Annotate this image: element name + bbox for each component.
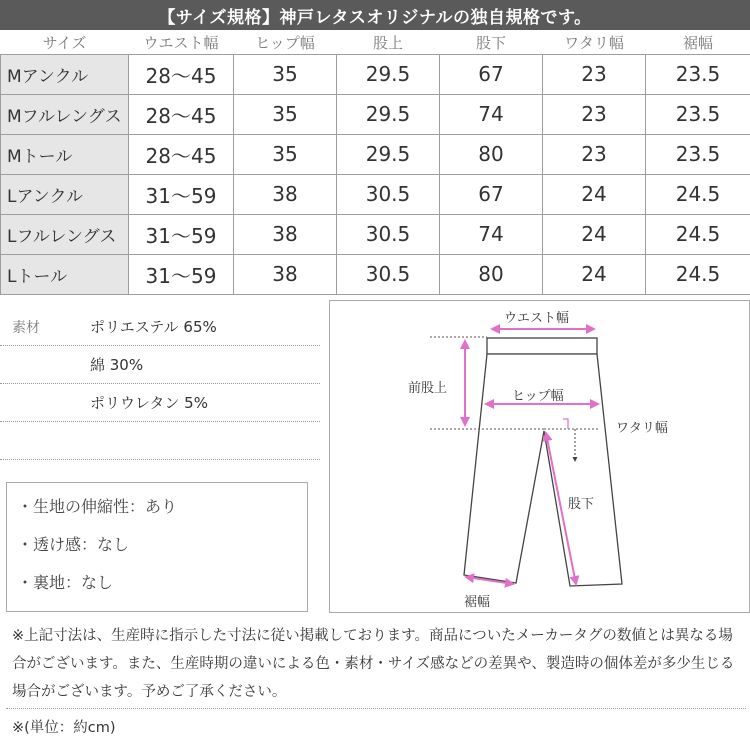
table-cell: 30.5 bbox=[337, 174, 440, 214]
table-cell: 24.5 bbox=[646, 174, 750, 214]
material-item: ポリウレタン 5% bbox=[90, 394, 208, 412]
table-row bbox=[1, 214, 750, 254]
column-header: ヒップ幅 bbox=[255, 34, 315, 53]
unit-note: ※(単位：約cm) bbox=[12, 720, 116, 736]
inseam-label: 股下 bbox=[568, 497, 595, 512]
column-header: サイズ bbox=[42, 34, 87, 53]
table-cell: 28〜45 bbox=[129, 134, 234, 174]
table-cell: 29.5 bbox=[337, 94, 440, 134]
note-divider bbox=[6, 708, 746, 709]
feature-stretch: ・生地の伸縮性：あり bbox=[17, 497, 178, 516]
size-name-cell: Mトール bbox=[1, 134, 129, 174]
hip-label: ヒップ幅 bbox=[512, 389, 564, 404]
column-header: 裾幅 bbox=[682, 34, 713, 53]
column-header: 股下 bbox=[475, 34, 506, 53]
table-cell: 38 bbox=[234, 214, 337, 254]
size-name-cell: Lトール bbox=[1, 254, 129, 294]
column-header: ウエスト幅 bbox=[143, 34, 219, 53]
material-label: 素材 bbox=[12, 319, 40, 336]
table-row bbox=[1, 54, 750, 94]
table-cell: 29.5 bbox=[337, 134, 440, 174]
table-cell: 23 bbox=[543, 94, 646, 134]
waist-label: ウエスト幅 bbox=[504, 311, 570, 326]
column-header: 股上 bbox=[372, 34, 403, 53]
material-row bbox=[0, 346, 320, 384]
feature-sheerness: ・透け感：なし bbox=[17, 535, 130, 554]
table-cell: 23.5 bbox=[646, 134, 750, 174]
table-cell: 80 bbox=[440, 254, 543, 294]
table-row bbox=[1, 254, 750, 294]
table-cell: 28〜45 bbox=[129, 54, 234, 94]
material-row bbox=[0, 422, 320, 460]
size-name-cell: Lフルレングス bbox=[1, 214, 129, 254]
table-cell: 31〜59 bbox=[129, 214, 234, 254]
table-header-row bbox=[1, 30, 750, 54]
size-name-cell: Lアンクル bbox=[1, 174, 129, 214]
hem-label: 裾幅 bbox=[464, 595, 491, 610]
disclaimer-note: ※上記寸法は、生産時に指示した寸法に従い掲載しております。商品についたメーカータグの数値とは異なる場合がございます。また、生産時期の違いによる色・素材・サイズ感などの差異や、製造時の個体差が多少生じる場合がございます。予めご了承ください。 bbox=[12, 628, 735, 700]
size-table bbox=[0, 30, 750, 295]
header-title: 【サイズ規格】神戸レタスオリジナルの独自規格です。 bbox=[158, 7, 592, 28]
table-cell: 67 bbox=[440, 174, 543, 214]
table-cell: 24 bbox=[543, 214, 646, 254]
pants-illustration bbox=[330, 301, 750, 614]
table-row bbox=[1, 94, 750, 134]
material-list bbox=[0, 308, 320, 460]
measurement-diagram bbox=[329, 300, 750, 613]
table-cell: 24 bbox=[543, 174, 646, 214]
table-row bbox=[1, 174, 750, 214]
table-cell: 23 bbox=[543, 54, 646, 94]
material-item: ポリエステル 65% bbox=[90, 318, 217, 336]
material-row bbox=[0, 384, 320, 422]
size-name-cell: Mフルレングス bbox=[1, 94, 129, 134]
table-cell: 67 bbox=[440, 54, 543, 94]
table-cell: 30.5 bbox=[337, 214, 440, 254]
material-item: 綿 30% bbox=[90, 356, 144, 374]
features-box bbox=[6, 482, 308, 612]
table-cell: 35 bbox=[234, 54, 337, 94]
material-row bbox=[0, 308, 320, 346]
table-cell: 74 bbox=[440, 94, 543, 134]
table-cell: 30.5 bbox=[337, 254, 440, 294]
feature-lining: ・裏地：なし bbox=[17, 573, 114, 592]
table-cell: 23.5 bbox=[646, 54, 750, 94]
waistband-outline bbox=[487, 338, 597, 354]
table-cell: 74 bbox=[440, 214, 543, 254]
table-cell: 23.5 bbox=[646, 94, 750, 134]
column-header: ワタリ幅 bbox=[564, 34, 624, 53]
table-cell: 38 bbox=[234, 254, 337, 294]
table-cell: 35 bbox=[234, 134, 337, 174]
table-cell: 31〜59 bbox=[129, 254, 234, 294]
table-cell: 31〜59 bbox=[129, 174, 234, 214]
table-cell: 24.5 bbox=[646, 214, 750, 254]
thigh-label: ワタリ幅 bbox=[616, 421, 668, 436]
size-name-cell: Mアンクル bbox=[1, 54, 129, 94]
table-cell: 24.5 bbox=[646, 254, 750, 294]
rise-label: 前股上 bbox=[408, 381, 448, 396]
table-row bbox=[1, 134, 750, 174]
header-bar bbox=[0, 0, 750, 30]
table-cell: 80 bbox=[440, 134, 543, 174]
table-cell: 28〜45 bbox=[129, 94, 234, 134]
table-cell: 29.5 bbox=[337, 54, 440, 94]
table-cell: 23 bbox=[543, 134, 646, 174]
table-cell: 38 bbox=[234, 174, 337, 214]
table-cell: 24 bbox=[543, 254, 646, 294]
table-cell: 35 bbox=[234, 94, 337, 134]
